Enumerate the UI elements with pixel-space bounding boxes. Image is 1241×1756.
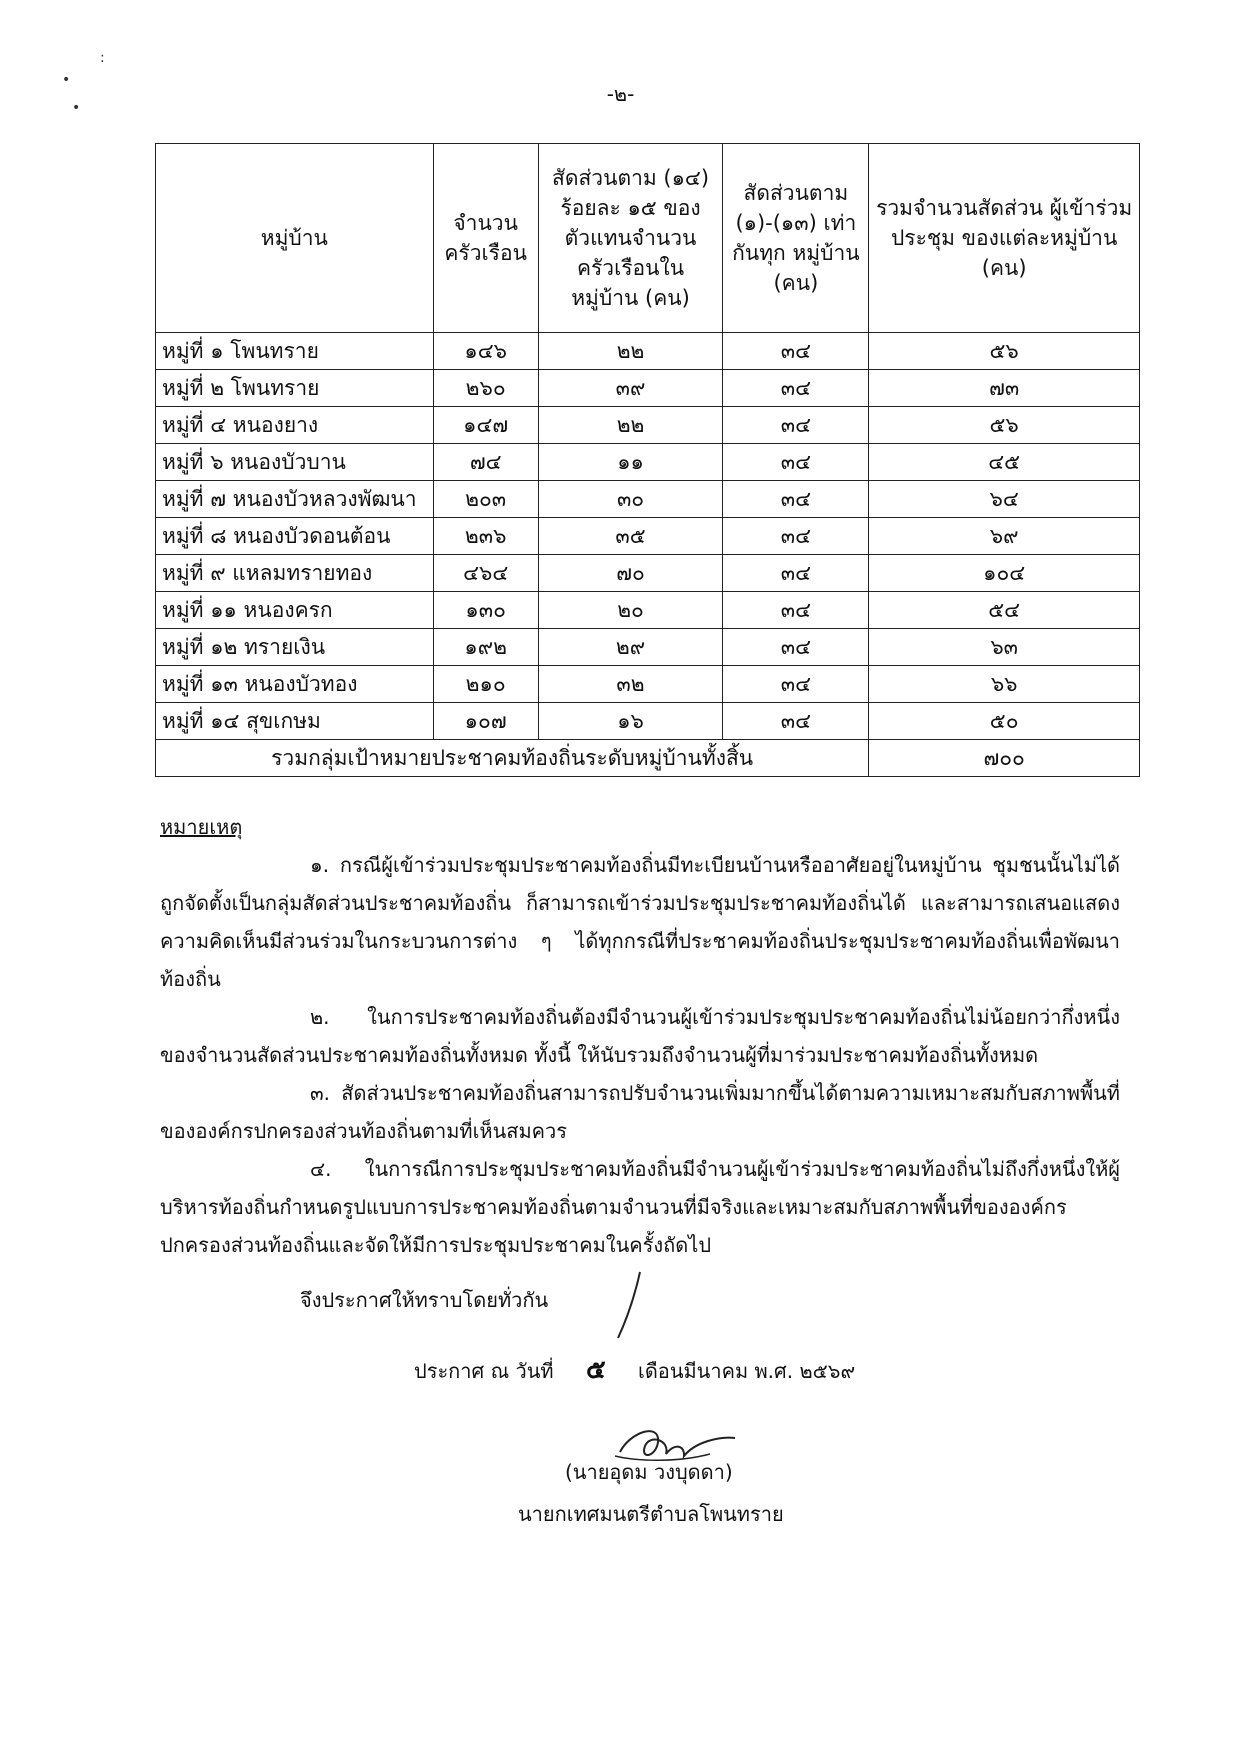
cell-prop15: ๒๐ (538, 592, 723, 629)
announcement-date (414, 1349, 855, 1390)
table-row (156, 333, 1140, 370)
cell-total: ๖๙ (869, 518, 1140, 555)
cell-prop15: ๓๙ (538, 370, 723, 407)
cell-households: ๑๓๐ (433, 592, 538, 629)
cell-prop15: ๓๕ (538, 518, 723, 555)
table-row (156, 444, 1140, 481)
table-row (156, 629, 1140, 666)
cell-households: ๑๐๗ (433, 703, 538, 740)
remarks-section (160, 808, 1120, 1264)
cell-prop15: ๒๙ (538, 629, 723, 666)
cell-equal: ๓๔ (723, 333, 869, 370)
cell-households: ๒๖๐ (433, 370, 538, 407)
header-proportion-equal: สัดส่วนตาม (๑)-(๑๓) เท่ากันทุก หมู่บ้าน (คน) (723, 144, 869, 333)
cell-equal: ๓๔ (723, 555, 869, 592)
cell-total: ๖๓ (869, 629, 1140, 666)
cell-village: หมู่ที่ ๑๑ หนองครก (156, 592, 434, 629)
table-header-row (156, 144, 1140, 333)
cell-prop15: ๓๐ (538, 481, 723, 518)
cell-village: หมู่ที่ ๒ โพนทราย (156, 370, 434, 407)
cell-prop15: ๑๖ (538, 703, 723, 740)
header-village: หมู่บ้าน (156, 144, 434, 333)
cell-total: ๔๕ (869, 444, 1140, 481)
cell-households: ๑๙๒ (433, 629, 538, 666)
table-row (156, 703, 1140, 740)
cell-village: หมู่ที่ ๑๓ หนองบัวทอง (156, 666, 434, 703)
cell-total: ๖๖ (869, 666, 1140, 703)
closing-announcement: จึงประกาศให้ทราบโดยทั่วกัน (300, 1288, 549, 1312)
signature-stroke-icon (600, 1268, 660, 1348)
date-suffix: เดือนมีนาคม พ.ศ. ๒๕๖๙ (637, 1359, 856, 1383)
cell-households: ๒๑๐ (433, 666, 538, 703)
cell-total: ๕๖ (869, 333, 1140, 370)
cell-total: ๕๖ (869, 407, 1140, 444)
cell-households: ๒๐๓ (433, 481, 538, 518)
cell-total: ๕๐ (869, 703, 1140, 740)
cell-prop15: ๒๒ (538, 333, 723, 370)
cell-total: ๗๓ (869, 370, 1140, 407)
table-row (156, 592, 1140, 629)
cell-equal: ๓๔ (723, 407, 869, 444)
cell-equal: ๓๔ (723, 518, 869, 555)
page-number: -๒- (606, 82, 635, 106)
cell-village: หมู่ที่ ๘ หนองบัวดอนต้อน (156, 518, 434, 555)
cell-equal: ๓๔ (723, 444, 869, 481)
cell-total: ๖๔ (869, 481, 1140, 518)
header-proportion-15: สัดส่วนตาม (๑๔) ร้อยละ ๑๕ ของ ตัวแทนจำนวน ครัวเรือนในหมู่บ้าน (คน) (538, 144, 723, 333)
cell-village: หมู่ที่ ๙ แหลมทรายทอง (156, 555, 434, 592)
header-households: จำนวน ครัวเรือน (433, 144, 538, 333)
signer-title: นายกเทศมนตรีตำบลโพนทราย (518, 1502, 784, 1526)
remark-item: ๑. กรณีผู้เข้าร่วมประชุมประชาคมท้องถิ่นมีทะเบียนบ้านหรืออาศัยอยู่ในหมู่บ้าน ชุมชนนั้นไม่ได้ถูกจัดตั้งเป็นกลุ่มสัดส่วนประชาคมท้องถิ่น ก็สามารถเข้าร่วมประชุมประชาคมท้องถิ่นได้ และสามารถเสนอแสดงความคิดเห็นมีส่วนร่วมในกระบวนการต่าง ๆ ได้ทุกกรณีที่ประชาคมท้องถิ่นประชุมประชาคมท้องถิ่นเพื่อพัฒนาท้องถิ่น (160, 853, 1120, 991)
signer-name: (นายอุดม วงบุดดา) (565, 1460, 733, 1484)
cell-total: ๕๔ (869, 592, 1140, 629)
total-label: รวมกลุ่มเป้าหมายประชาคมท้องถิ่นระดับหมู่บ้านทั้งสิ้น (156, 740, 869, 777)
cell-prop15: ๒๒ (538, 407, 723, 444)
cell-equal: ๓๔ (723, 370, 869, 407)
cell-equal: ๓๔ (723, 629, 869, 666)
cell-households: ๑๔๖ (433, 333, 538, 370)
cell-equal: ๓๔ (723, 666, 869, 703)
table-row (156, 666, 1140, 703)
table-row (156, 555, 1140, 592)
total-value: ๗๐๐ (869, 740, 1140, 777)
cell-equal: ๓๔ (723, 592, 869, 629)
table-row (156, 481, 1140, 518)
cell-total: ๑๐๔ (869, 555, 1140, 592)
remarks-heading: หมายเหตุ (160, 815, 243, 839)
date-day: ๕ (585, 1355, 606, 1385)
table-row (156, 407, 1140, 444)
remark-item: ๓. สัดส่วนประชาคมท้องถิ่นสามารถปรับจำนวนเพิ่มมากขึ้นได้ตามความเหมาะสมกับสภาพพื้นที่ขององค์กรปกครองส่วนท้องถิ่นตามที่เห็นสมควร (160, 1081, 1120, 1143)
cell-village: หมู่ที่ ๑๔ สุขเกษม (156, 703, 434, 740)
cell-village: หมู่ที่ ๖ หนองบัวบาน (156, 444, 434, 481)
cell-equal: ๓๔ (723, 481, 869, 518)
scan-marks: • (62, 72, 71, 88)
cell-village: หมู่ที่ ๑ โพนทราย (156, 333, 434, 370)
cell-prop15: ๓๒ (538, 666, 723, 703)
cell-prop15: ๑๑ (538, 444, 723, 481)
table-row (156, 370, 1140, 407)
scan-marks: : (100, 50, 105, 66)
quota-table (155, 143, 1140, 777)
date-prefix: ประกาศ ณ วันที่ (414, 1359, 554, 1383)
cell-prop15: ๗๐ (538, 555, 723, 592)
header-total: รวมจำนวนสัดส่วน ผู้เข้าร่วมประชุม ของแต่ละหมู่บ้าน (คน) (869, 144, 1140, 333)
cell-households: ๗๔ (433, 444, 538, 481)
cell-equal: ๓๔ (723, 703, 869, 740)
table-row (156, 518, 1140, 555)
table-total-row (156, 740, 1140, 777)
remark-item: ๒. ในการประชาคมท้องถิ่นต้องมีจำนวนผู้เข้าร่วมประชุมประชาคมท้องถิ่นไม่น้อยกว่ากึ่งหนึ่งของจำนวนสัดส่วนประชาคมท้องถิ่นทั้งหมด ทั้งนี้ ให้นับรวมถึงจำนวนผู้ที่มาร่วมประชาคมท้องถิ่นทั้งหมด (160, 1005, 1120, 1067)
cell-households: ๒๓๖ (433, 518, 538, 555)
remark-item: ๔. ในการณีการประชุมประชาคมท้องถิ่นมีจำนวนผู้เข้าร่วมประชาคมท้องถิ่นไม่ถึงกึ่งหนึ่งให้ผู้บริหารท้องถิ่นกำหนดรูปแบบการประชาคมท้องถิ่นตามจำนวนที่มีจริงและเหมาะสมกับสภาพพื้นที่ขององค์กรปกครองส่วนท้องถิ่นและจัดให้มีการประชุมประชาคมในครั้งถัดไป (160, 1157, 1120, 1257)
cell-village: หมู่ที่ ๑๒ ทรายเงิน (156, 629, 434, 666)
scan-marks: • (72, 100, 81, 116)
cell-households: ๑๔๗ (433, 407, 538, 444)
cell-village: หมู่ที่ ๔ หนองยาง (156, 407, 434, 444)
cell-households: ๔๖๔ (433, 555, 538, 592)
cell-village: หมู่ที่ ๗ หนองบัวหลวงพัฒนา (156, 481, 434, 518)
